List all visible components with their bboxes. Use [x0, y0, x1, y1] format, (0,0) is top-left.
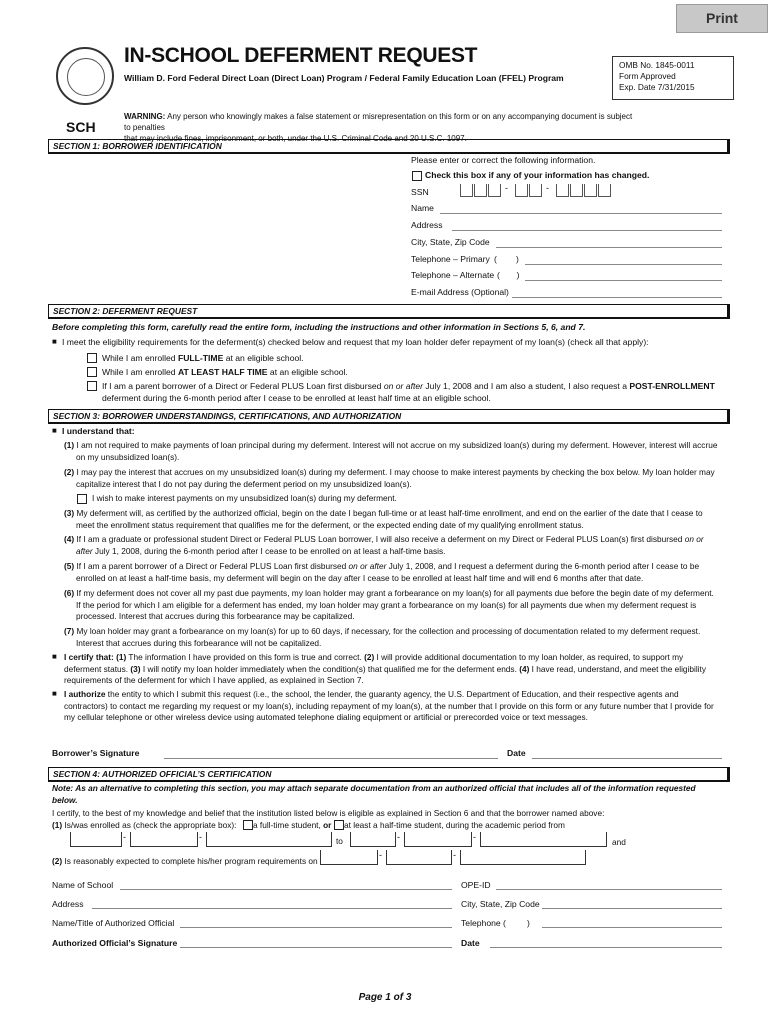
telephone-close-paren: ) — [527, 918, 530, 928]
bullet-icon: ■ — [52, 689, 57, 698]
tel-primary-field[interactable] — [525, 264, 722, 265]
tel-primary-label: Telephone – Primary — [411, 254, 490, 264]
omb-number: OMB No. 1845-0011 — [619, 60, 695, 70]
city-field[interactable] — [496, 247, 722, 248]
and-label: and — [612, 837, 626, 847]
tel-alternate-area[interactable]: ( ) — [497, 270, 520, 280]
expected-completion-text: (2) Is reasonably expected to complete his/her program requirements on — [52, 856, 318, 866]
understanding-4: (4) If I am a graduate or professional student Direct or Federal PLUS Loan borrower, I will also receive a deferment on my Direct or Federal PLUS Loan(s) first disbursed on or after July 1, 2008, during the 6-month period after I cease to be enrolled on at least a half-time basis. — [64, 534, 704, 556]
page-number: Page 1 of 3 — [358, 992, 412, 1003]
understanding-1: (1) I am not required to make payments of loan principal during my deferment. Interest will not accrue on my subsidized loan(s) during my deferment. However, interest will accrue on my unsubsidized loan(s). — [64, 440, 718, 462]
school-name-field[interactable] — [120, 889, 452, 890]
post-enrollment-label: If I am a parent borrower of a Direct or Federal PLUS Loan first disbursed on or after July 1, 2008 and I am also a student, I also request a POST-ENROLLMENT — [102, 381, 715, 391]
official-name-label: Name/Title of Authorized Official — [52, 918, 175, 928]
form-subtitle: William D. Ford Federal Direct Loan (Direct Loan) Program / Federal Family Education Loan (FFEL) Program — [124, 73, 564, 83]
bullet-icon: ■ — [52, 337, 57, 346]
email-field[interactable] — [512, 297, 722, 298]
section2-meet: I meet the eligibility requirements for the deferment(s) checked below and request that my loan holder defer repayment of my loan(s) (check all that apply): — [62, 337, 649, 347]
tel-alternate-label: Telephone – Alternate — [411, 270, 495, 280]
warning-label: WARNING: — [124, 112, 166, 121]
bullet-icon: ■ — [52, 426, 57, 435]
full-time-student-checkbox[interactable] — [243, 820, 253, 830]
omb-approved: Form Approved — [619, 71, 676, 81]
school-city-field[interactable] — [542, 908, 722, 909]
school-city-label: City, State, Zip Code — [461, 899, 540, 909]
official-telephone-label: Telephone ( — [461, 918, 506, 928]
understanding-7: (7) My loan holder may grant a forbearance on my loan(s) for up to 60 days, if necessary, for the collection and processing of documentation related to my deferment request. Interest that accrues during this forbearance will not be capitalized. — [64, 626, 701, 648]
halftime-checkbox[interactable] — [87, 367, 97, 377]
half-time-student-label: at least a half-time student, during the academic period from — [344, 820, 565, 830]
omb-box — [612, 56, 734, 100]
section1-intro: Please enter or correct the following information. — [411, 155, 596, 165]
school-address-field[interactable] — [92, 908, 452, 909]
post-enrollment-checkbox[interactable] — [87, 381, 97, 391]
section2-heading: SECTION 2: DEFERMENT REQUEST — [48, 304, 730, 319]
form-code: SCH — [66, 119, 96, 135]
certify-paragraph: I certify that: (1) The information I have provided on this form is true and correct. (2) I will provide additional documentation to my loan holder, as required, to support my deferment status. (3) I will notify my loan holder immediately when the condition(s) that qualified me for the deferment ends. (4) I have read, understand, and meet the eligibility requirements of the deferment for which I have applied, as explained in Section 7. — [64, 652, 706, 685]
name-label: Name — [411, 203, 434, 213]
department-seal-icon — [56, 47, 114, 105]
section3-heading: SECTION 3: BORROWER UNDERSTANDINGS, CERTIFICATIONS, AND AUTHORIZATION — [48, 409, 730, 424]
official-signature-label: Authorized Official’s Signature — [52, 938, 178, 948]
print-button[interactable]: Print — [676, 4, 768, 33]
address-label: Address — [411, 220, 443, 230]
borrower-date-label: Date — [507, 748, 526, 758]
understanding-5: (5) If I am a parent borrower of a Direct or Federal PLUS Loan first disbursed on or after July 1, 2008, and I request a deferment during the 6-month period after I cease to be enrolled on at least a half-time basis, my deferment will begin on the day after I cease to be enrolled at least half time and will end 6 months after that date. — [64, 561, 700, 583]
name-field[interactable] — [440, 213, 722, 214]
fulltime-label: While I am enrolled FULL-TIME at an eligible school. — [102, 353, 304, 363]
understanding-6: (6) If my deferment does not cover all my past due payments, my loan holder may grant a forbearance on my loan(s) for all payments due before the begin date of my deferment. If the period for which I am eligible for a deferment has ended, my loan holder may grant a forbearance on my loan(s) for all payments due when my deferment request is processed. Interest that accrues during this forbearance may be capitalized. — [64, 588, 714, 621]
section4-certify: I certify, to the best of my knowledge and belief that the institution listed below is eligible as explained in Section 6 and that the borrower named above: — [52, 808, 605, 818]
understanding-2: (2) I may pay the interest that accrues on my unsubsidized loan(s) during my deferment. I may choose to make interest payments by checking the box below. My loan holder may capitalize interest that I do not pay during the deferment period on my unsubsidized loan(s). — [64, 467, 715, 489]
to-label: to — [336, 836, 343, 846]
warning-line1: Any person who knowingly makes a false statement or misrepresentation on this form or on any accompanying document is subject to penalties — [124, 112, 633, 132]
bullet-icon: ■ — [52, 652, 57, 661]
section4-heading: SECTION 4: AUTHORIZED OFFICIAL’S CERTIFICATION — [48, 767, 730, 782]
official-date-label: Date — [461, 938, 480, 948]
borrower-signature-label: Borrower’s Signature — [52, 748, 140, 758]
opeid-field[interactable] — [496, 889, 722, 890]
interest-payments-label: I wish to make interest payments on my unsubsidized loan(s) during my deferment. — [92, 493, 397, 503]
section1-heading: SECTION 1: BORROWER IDENTIFICATION — [48, 139, 730, 154]
opeid-label: OPE-ID — [461, 880, 491, 890]
post-enrollment-label-2: deferment during the 6-month period after I cease to be enrolled at least half time at an eligible school. — [102, 393, 491, 403]
info-changed-label: Check this box if any of your information has changed. — [425, 170, 650, 180]
full-time-student-label: a full-time student, or — [253, 820, 332, 830]
school-name-label: Name of School — [52, 880, 114, 890]
section4-note: Note: As an alternative to completing this section, you may attach separate documentation from an authorized official that includes all of the information requested below. — [52, 783, 696, 805]
section2-before: Before completing this form, carefully read the entire form, including the instructions and other information in Sections 5, 6, and 7. — [52, 322, 586, 332]
halftime-label: While I am enrolled AT LEAST HALF TIME at an eligible school. — [102, 367, 348, 377]
borrower-date-field[interactable] — [532, 758, 722, 759]
authorize-paragraph: I authorize the entity to which I submit this request (i.e., the school, the lender, the guaranty agency, the U.S. Department of Education, and their respective agents and contractors) to contact me regarding my request or my loan(s), including repayment of my loan(s), at the number that I provide on this form or any future number that I provide for my cellular telephone or other wireless device using automated telephone dialing equipment or artificial or prerecorded voice or text messages. — [64, 689, 714, 722]
enrollment-status-text: (1) Is/was enrolled as (check the appropriate box): — [52, 820, 237, 830]
email-label: E-mail Address (Optional) — [411, 287, 509, 297]
official-telephone-field[interactable] — [542, 927, 722, 928]
info-changed-checkbox[interactable] — [412, 171, 422, 181]
omb-exp-date: Exp. Date 7/31/2015 — [619, 82, 695, 92]
understand-heading: I understand that: — [62, 426, 135, 436]
tel-alternate-field[interactable] — [525, 280, 722, 281]
official-date-field[interactable] — [490, 947, 722, 948]
form-title: IN-SCHOOL DEFERMENT REQUEST — [124, 44, 478, 67]
borrower-signature-field[interactable] — [164, 758, 498, 759]
understanding-3: (3) My deferment will, as certified by the authorized official, begin on the date I began full-time or at least half-time enrollment, and end on the earlier of the date that I cease to meet the enrollment status requirement that qualifies me for the deferment, or the expected ending date of my qualifying enrollment status. — [64, 508, 703, 530]
school-address-label: Address — [52, 899, 84, 909]
half-time-student-checkbox[interactable] — [334, 820, 344, 830]
official-signature-field[interactable] — [180, 947, 452, 948]
fulltime-checkbox[interactable] — [87, 353, 97, 363]
address-field[interactable] — [452, 230, 722, 231]
warning-line2: that may include fines, imprisonment, or both, under the U.S. Criminal Code and 20 U.S.C. 1097. — [124, 134, 467, 143]
interest-payments-checkbox[interactable] — [77, 494, 87, 504]
ssn-label: SSN — [411, 187, 429, 197]
tel-primary-area[interactable]: ( ) — [494, 254, 519, 264]
official-name-field[interactable] — [180, 927, 452, 928]
city-label: City, State, Zip Code — [411, 237, 490, 247]
